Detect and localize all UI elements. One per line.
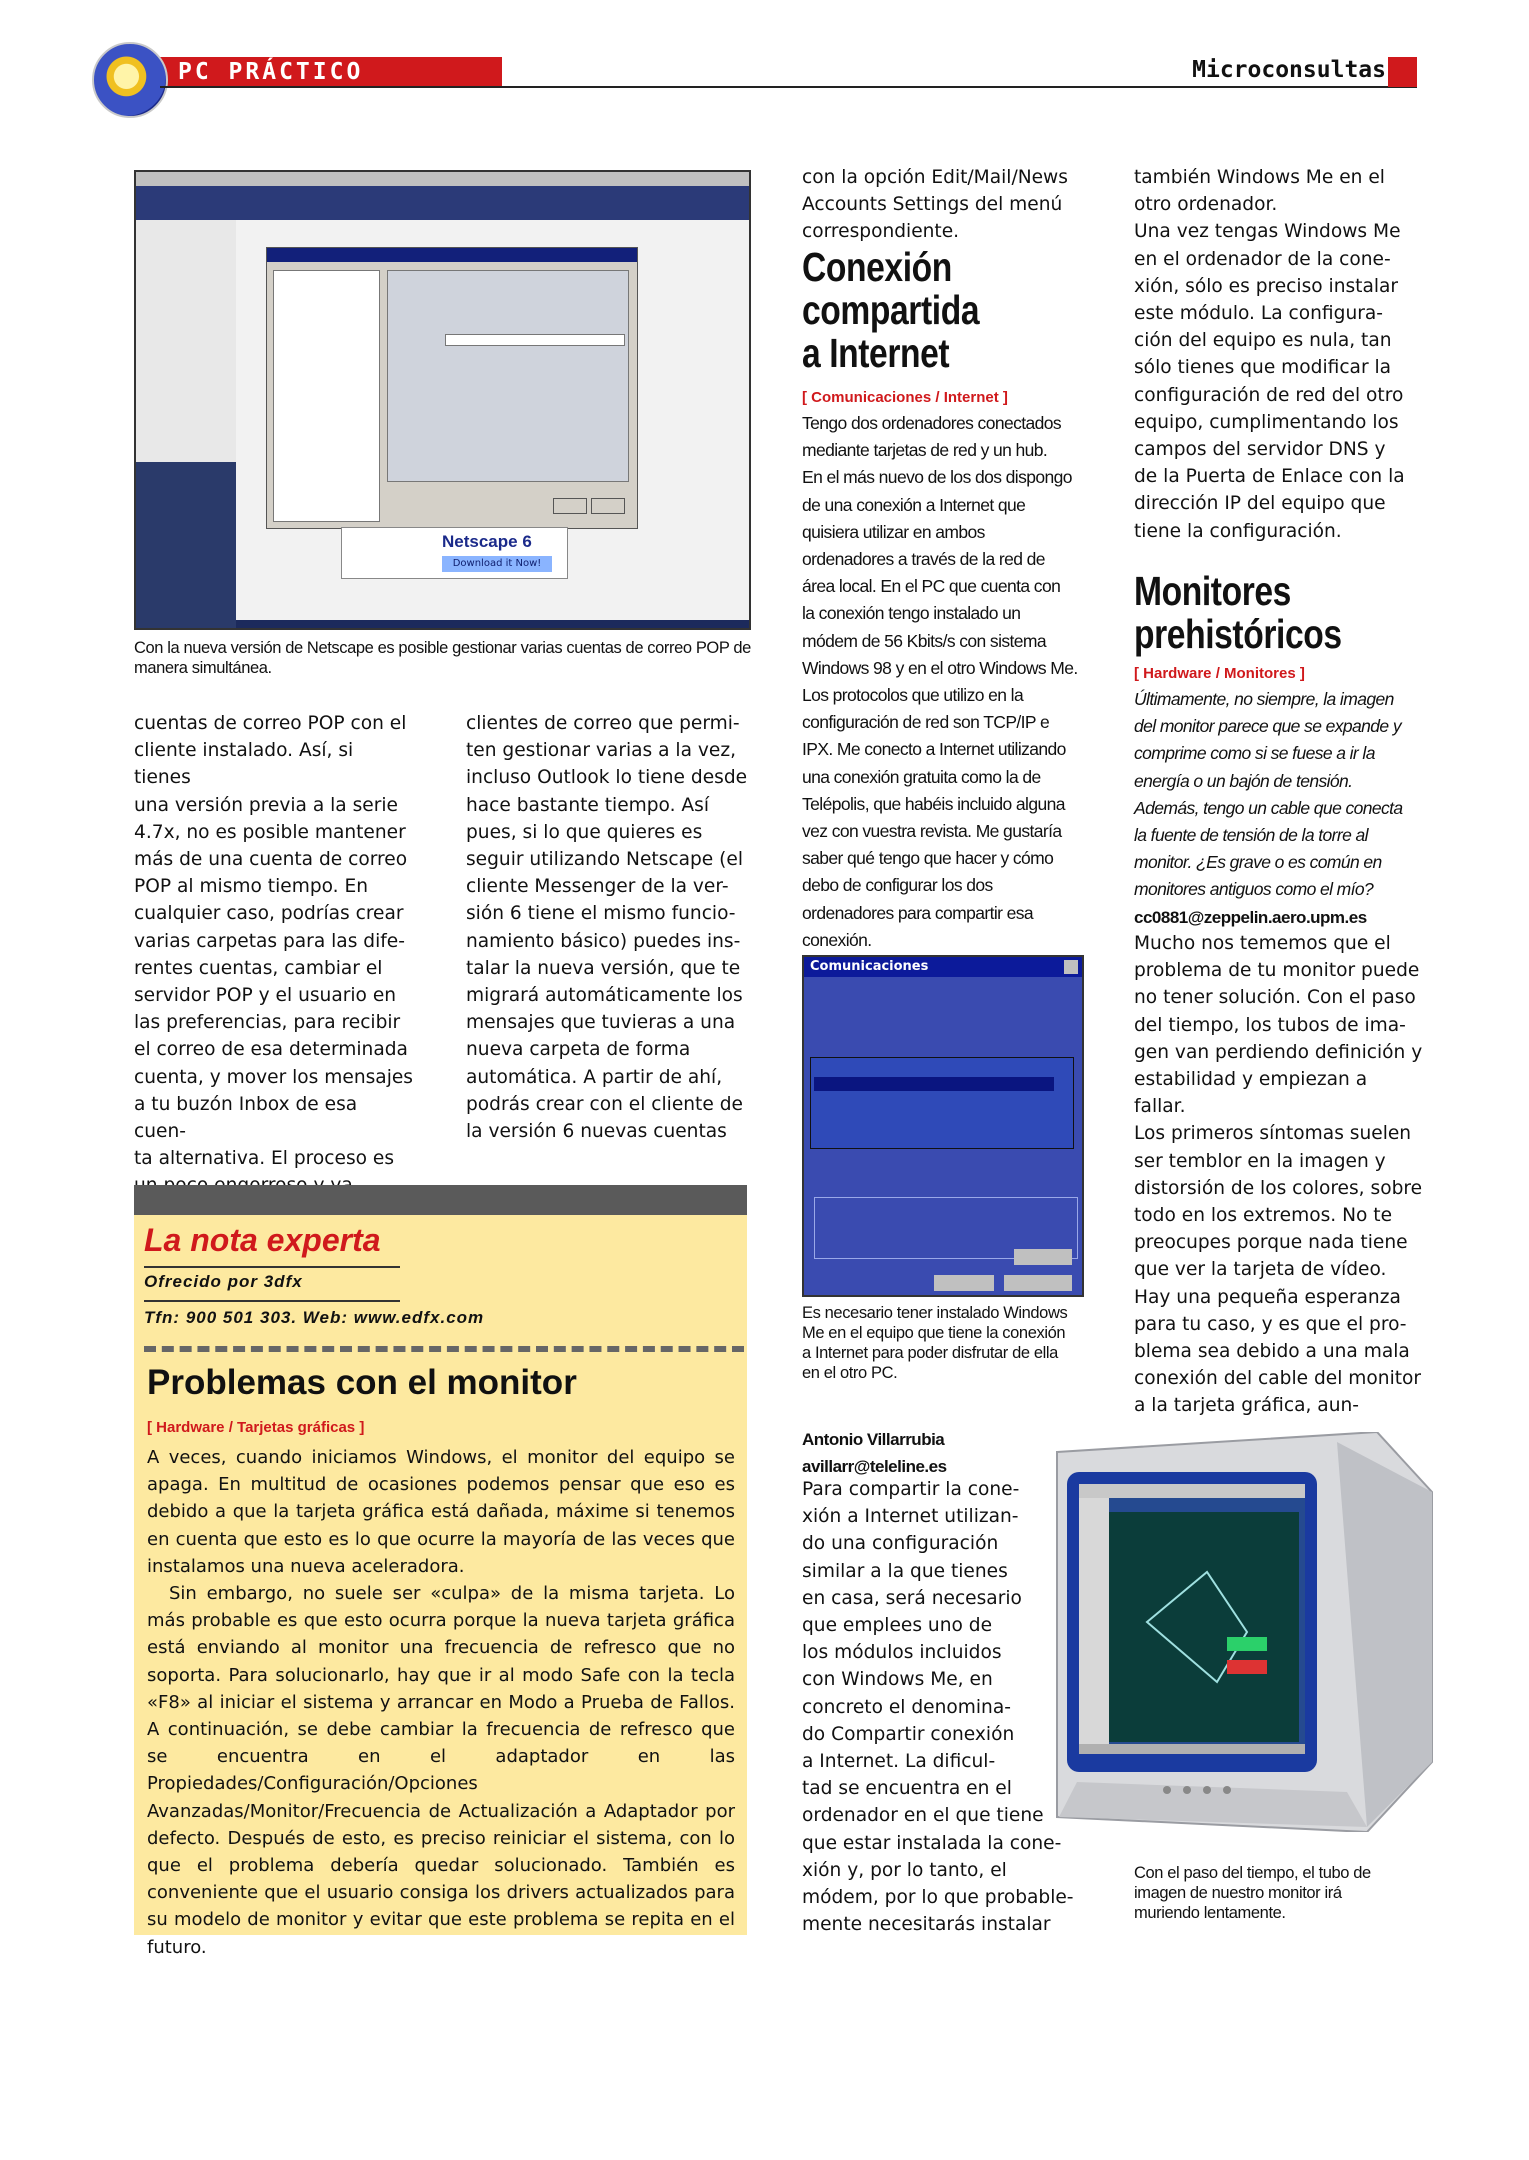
header-bar-right	[1388, 57, 1417, 87]
close-icon[interactable]	[1064, 960, 1078, 974]
dialog-title: Comunicaciones	[804, 957, 1084, 977]
question-conexion: Tengo dos ordenadores conectados mediante tarjetas de red y un hub. En el más nuevo de los dos dispongo de una conexión a Internet que quisiera utilizar en ambos ordenadores a través de la red de área local. En el PC que cuenta con la conexión tengo instalado un módem de 56 Kbits/s con sistema Windows 98 y en el otro Windows Me. Los protocolos que utilizo en la configuración de red son TCP/IP e IPX. Me conecto a Internet utilizando una conexión gratuita como la de Telépolis, que habéis incluido alguna vez con vuestra revista. Me gustaría saber qué tengo que hacer y cómo debo de configurar los dos ordenadores para compartir esa conexión.	[802, 413, 1078, 950]
box-tag: [ Hardware / Tarjetas gráficas ]	[147, 1419, 365, 1436]
box-heading: La nota experta	[144, 1222, 381, 1258]
box-title: Problemas con el monitor	[147, 1363, 577, 1402]
box-dashed-divider	[144, 1346, 744, 1352]
answer-email-monitores: cc0881@zeppelin.aero.upm.es	[1134, 908, 1367, 927]
box-contact: Tfn: 900 501 303. Web: www.edfx.com	[144, 1308, 485, 1327]
section-title: PC PRÁCTICO	[178, 59, 364, 85]
article-title-conexion: Conexión compartida a Internet	[802, 244, 980, 376]
article-tag-conexion: [ Comunicaciones / Internet ]	[802, 389, 1008, 406]
header-rule	[160, 86, 1417, 88]
figure3-caption: Con el paso del tiempo, el tubo de imagen de nuestro monitor irá muriendo lentamente.	[1134, 1864, 1371, 1922]
download-button[interactable]: Download it Now!	[442, 556, 552, 572]
box-body: A veces, cuando iniciamos Windows, el monitor del equipo se apaga. En multitud de ocasiones podemos pensar que eso es debido a que la tarjeta gráfica está dañada, máxime si tenemos en cuenta que esto es lo que ocurre la mayoría de las veces que instalamos una nueva aceleradora. Sin embargo, no suele ser «culpa» de la misma tarjeta. Lo más probable es que esto ocurra porque la nueva tarjeta gráfica está enviando al monitor una frecuencia de refresco que no soporta. Para solucionarlo, hay que ir al modo Safe con la tecla «F8» al iniciar el sistema y arrancar en Modo a Prueba de Fallos. A continuación, se debe cambiar la frecuencia de refresco que se encuentra en el adaptador en las Propiedades/Configuración/Opciones Avanzadas/Monitor/Frecuencia de Actualización a Adaptador por defecto. Después de esto, es preciso reiniciar el sistema, con lo que el problema debería quedar solucionado. También es conveniente que el usuario consiga los drivers actualizados para su modelo de monitor y evitar que este problema se repita en el futuro.	[147, 1447, 735, 1958]
figure2-caption: Es necesario tener instalado Windows Me en el equipo que tiene la conexión a Internet para poder disfrutar de ella en el otro PC.	[802, 1304, 1068, 1382]
communications-dialog-screenshot	[802, 955, 1084, 1297]
question-monitores: Últimamente, no siempre, la imagen del monitor parece que se expande y comprime como si se fuese a ir la energía o un bajón de tensión. Además, tengo un cable que conecta la fuente de tensión de la torre al monitor. ¿Es grave o es común en monitores antiguos como el mío?	[1134, 689, 1403, 900]
col2-text: clientes de correo que permi- ten gestionar varias a la vez, incluso Outlook lo tiene desde hace bastante tiempo. Así pues, si lo que quieres es seguir utilizando Netscape (el cliente Messenger de la ver- sión 6 tiene el mismo funcio- namiento básico) puedes ins- talar la nueva versión, que te migrará automáticamente los mensajes que tuvieras a una nueva carpeta de forma automática. A partir de ahí, podrás crear con el cliente de la versión 6 nuevas cuentas	[466, 713, 748, 1143]
box-rule	[144, 1300, 400, 1302]
box-top-bar	[134, 1185, 747, 1215]
netscape-screenshot	[134, 170, 751, 630]
lightbulb-icon	[92, 42, 168, 118]
col4-text1: también Windows Me en el otro ordenador. Una vez tengas Windows Me en el ordenador de la cone- xión, sólo es preciso instalar este módulo. La configura- ción del equipo es nula, tan sólo tienes que modificar la configuración de red del otro equipo, cumplimentando los campos del servidor DNS y de la Puerta de Enlace con la dirección IP del equipo que tiene la configuración.	[1134, 167, 1405, 542]
article-title-monitores: Monitores prehistóricos	[1134, 568, 1342, 657]
answer-author: Antonio Villarrubia avillarr@teleline.es	[802, 1430, 947, 1476]
netscape-logo-text: Netscape 6	[442, 532, 532, 551]
answer-conexion: Para compartir la cone- xión a Internet utilizan- do una configuración similar a la que tienes en casa, será necesario que emplees uno de los módulos incluidos con Windows Me, en concreto el denomina- do Compartir conexión a Internet. La dificul- tad se encuentra en el ordenador en el que tiene que estar instalada la cone- xión y, por lo tanto, el módem, por lo que probable- mente necesitarás instalar	[802, 1479, 1074, 1936]
col1-text: cuentas de correo POP con el cliente instalado. Así, si tienes una versión previa a la serie 4.7x, no es posible mantener más de una cuenta de correo POP al mismo tiempo. En cualquier caso, podrías crear varias carpetas para las dife- rentes cuentas, cambiar el servidor POP y el usuario en las preferencias, para recibir el correo de esa determinada cuenta, y mover los mensajes a tu buzón Inbox de esa cuen- ta alternativa. El proceso es	[134, 713, 413, 1170]
figure1-caption: Con la nueva versión de Netscape es posible gestionar varias cuentas de correo POP de manera simultánea.	[134, 639, 751, 677]
box-rule	[144, 1266, 400, 1268]
article-tag-monitores: [ Hardware / Monitores ]	[1134, 665, 1305, 682]
crt-monitor-image	[1037, 1432, 1437, 1832]
box-sponsor: Ofrecido por 3dfx	[144, 1272, 303, 1291]
answer-monitores: Mucho nos tememos que el problema de tu monitor puede no tener solución. Con el paso del tiempo, los tubos de ima- gen van perdiendo definición y estabilidad y empiezan a fallar. Los primeros síntomas suelen ser temblor en la imagen y distorsión de los colores, sobre todo en los extremos. No te preocupes porque nada tiene que ver la tarjeta de vídeo. Hay una pequeña esperanza para tu caso, y es que el pro- blema sea debido a una mala conexión del cable del monitor a la tarjeta gráfica, aun-	[1134, 933, 1423, 1417]
category-title: Microconsultas	[1192, 57, 1386, 83]
col3-intro: con la opción Edit/Mail/News Accounts Settings del menú correspondiente.	[802, 167, 1068, 243]
